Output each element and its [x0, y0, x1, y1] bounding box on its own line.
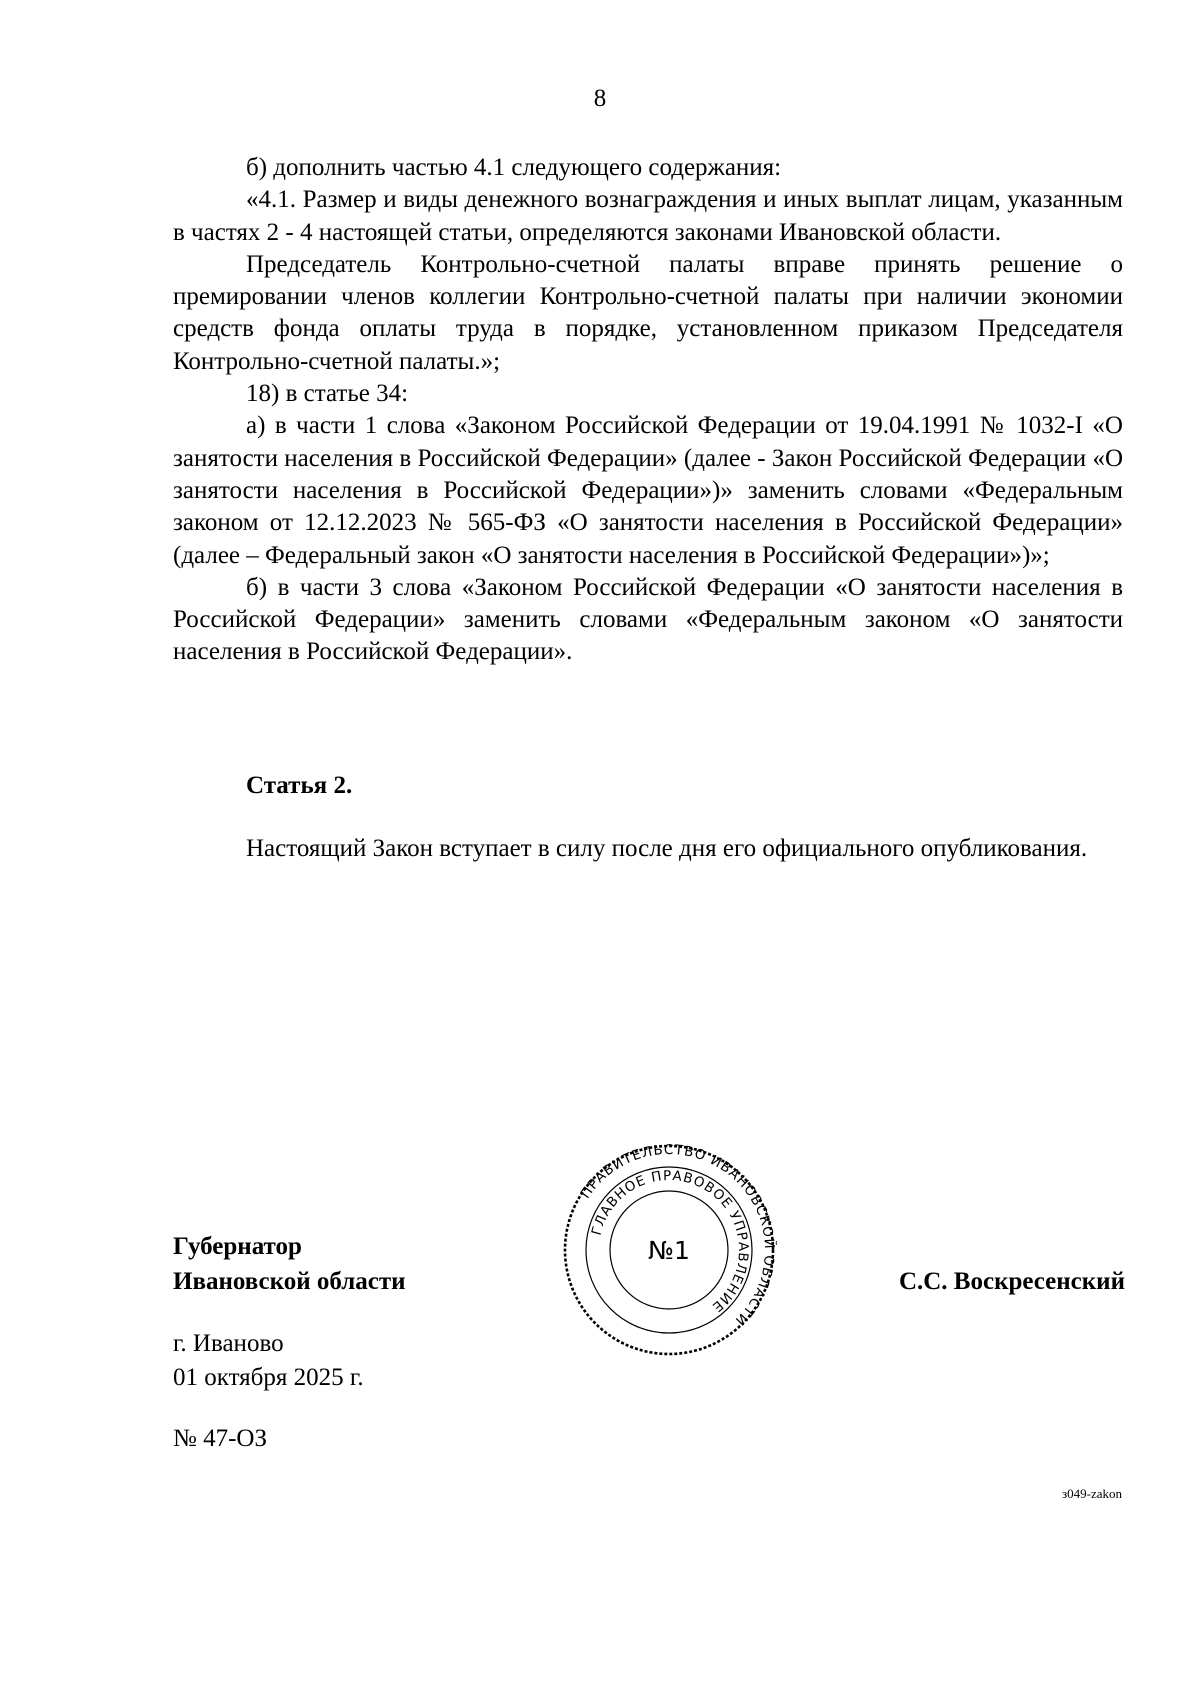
page-number: 8: [593, 85, 607, 112]
article-body: [173, 833, 1123, 865]
stamp-seal-graphic: [561, 1142, 777, 1358]
signer-title-line-1: Губернатор: [173, 1233, 302, 1260]
paragraph: 18) в статье 34:: [246, 380, 409, 408]
stamp-inner-text: ГЛАВНОЕ ПРАВОВОЕ УПРАВЛЕНИЕ: [588, 1167, 752, 1316]
date: 01 октября 2025 г.: [173, 1364, 364, 1391]
paragraph: б) в части 3 слова «Законом Российской Федерации «О занятости населения в Российской Федерации» заменить словами «Федеральным законом «О занятости населения в Российской Федерации».: [173, 573, 1123, 666]
article-title: Статья 2.: [246, 772, 353, 799]
place-and-date: [173, 1327, 364, 1395]
signer-title-line-2: Ивановской области: [173, 1268, 406, 1295]
law-number: № 47-ОЗ: [173, 1425, 268, 1452]
place: г. Иваново: [173, 1330, 284, 1357]
signer-title: [173, 1229, 406, 1299]
official-stamp: [561, 1142, 777, 1358]
stamp-outer-text: ПРАВИТЕЛЬСТВО ИВАНОВСКОЙ ОБЛАСТИ: [577, 1142, 777, 1330]
stamp-number: №1: [648, 1236, 690, 1265]
signer-name: С.С. Воскресенский: [898, 1268, 1125, 1295]
paragraph: б) дополнить частью 4.1 следующего содержания:: [246, 154, 782, 181]
law-amendment-text: [173, 152, 1123, 669]
document-code: з049-zakon: [1061, 1486, 1122, 1501]
paragraph: Председатель Контрольно-счетной палаты вправе принять решение о премировании членов коллегии Контрольно-счетной палаты при наличии экономии средств фонда оплаты труда в порядке, установленном приказом Председателя Контрольно-счетной палаты.»;: [173, 250, 1123, 375]
article-paragraph: Настоящий Закон вступает в силу после дня его официального опубликования.: [246, 835, 1088, 862]
paragraph: а) в части 1 слова «Законом Российской Федерации от 19.04.1991 № 1032-I «О занятости населения в Российской Федерации» (далее - Закон Российской Федерации «О занятости населения в Российской Федерации»)» заменить словами «Федеральным законом от 12.12.2023 № 565-ФЗ «О занятости населения в Российской Федерации» (далее – Федеральный закон «О занятости населения в Российской Федерации»)»;: [173, 412, 1123, 569]
paragraph: «4.1. Размер и виды денежного вознаграждения и иных выплат лицам, указанным в частях 2 - 4 настоящей статьи, определяются законами Ивановской области.: [173, 186, 1123, 246]
